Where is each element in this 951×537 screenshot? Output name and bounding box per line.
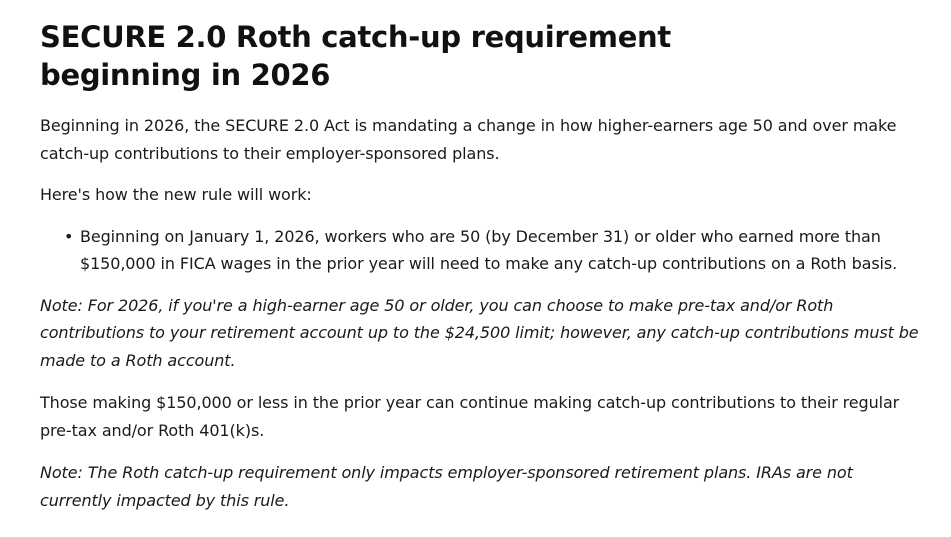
article-body (40, 18, 920, 514)
lead-paragraph: Here's how the new rule will work: (40, 185, 312, 204)
rule-list (40, 223, 920, 278)
note-paragraph-1: Note: For 2026, if you're a high-earner age 50 or older, you can choose to make pre-tax and/or Roth contributions to your retirement account up to the $24,500 limit; however, any catch-up contributions must be made to a Roth account. (40, 295, 919, 370)
list-item-text: Beginning on January 1, 2026, workers who are 50 (by December 31) or older who earned more than $150,000 in FICA wages in the prior year will need to make any catch-up contributions on a Roth basis. (80, 226, 898, 273)
threshold-paragraph: Those making $150,000 or less in the prior year can continue making catch-up contributions to their regular pre-tax and/or Roth 401(k)s. (40, 393, 900, 440)
intro-paragraph: Beginning in 2026, the SECURE 2.0 Act is mandating a change in how higher-earners age 50 and over make catch-up contributions to their employer-sponsored plans. (40, 116, 897, 163)
list-item (64, 223, 920, 278)
bullet-icon: • (64, 226, 74, 246)
note-paragraph-2: Note: The Roth catch-up requirement only impacts employer-sponsored retirement plans. IRAs are not currently impacted by this rule. (40, 463, 853, 510)
article-title: SECURE 2.0 Roth catch-up requirement beginning in 2026 (40, 20, 671, 92)
